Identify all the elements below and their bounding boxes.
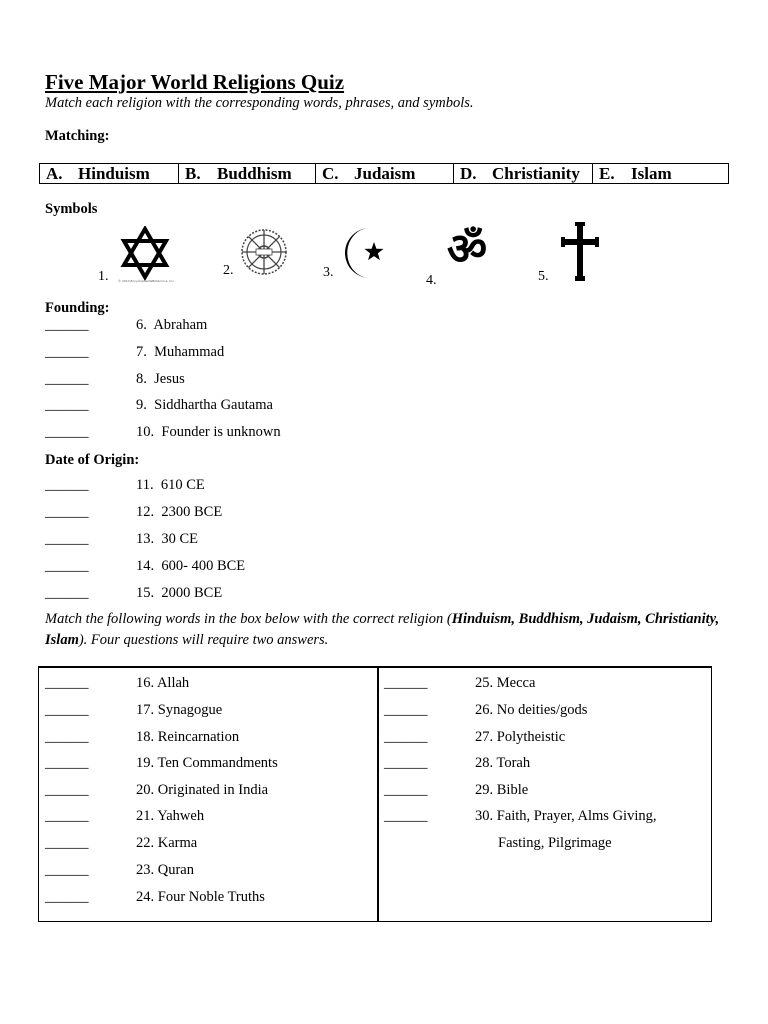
answer-blank[interactable]: ______ <box>45 729 89 745</box>
star-and-crescent-icon <box>340 224 388 282</box>
religion-name: Buddhism <box>217 164 292 183</box>
religion-key-cell <box>593 164 728 183</box>
question-text: 30 CE <box>161 531 199 547</box>
question-text: 600- 400 BCE <box>161 558 246 574</box>
question-item <box>136 424 281 441</box>
question-number: 21. <box>136 808 155 824</box>
question-number: 11. <box>136 477 154 493</box>
date-of-origin-label: Date of Origin: <box>45 452 140 468</box>
religion-key-cell <box>179 164 316 183</box>
question-number: 23. <box>136 862 155 878</box>
dharma-wheel-icon <box>238 226 290 278</box>
answer-blank[interactable]: ______ <box>45 504 89 520</box>
question-number: 15. <box>136 585 155 601</box>
word-match-instructions <box>45 609 725 651</box>
instructions-text: ). Four questions will require two answers. <box>78 632 329 648</box>
question-number: 25. <box>475 675 494 691</box>
question-item <box>136 675 189 692</box>
question-item <box>136 835 197 852</box>
religion-name: Christianity <box>492 164 580 183</box>
question-item <box>475 729 565 746</box>
page-title: Five Major World Religions Quiz <box>45 70 345 94</box>
question-item <box>475 755 530 772</box>
question-number: 13. <box>136 531 155 547</box>
question-number: 10. <box>136 424 155 440</box>
answer-blank[interactable]: ______ <box>45 397 89 413</box>
founding-label: Founding: <box>45 300 110 316</box>
question-number: 22. <box>136 835 155 851</box>
question-number: 27. <box>475 729 494 745</box>
question-item <box>475 702 587 719</box>
question-text: Quran <box>157 862 194 878</box>
answer-blank[interactable]: ______ <box>384 675 428 691</box>
question-text: Muhammad <box>154 344 225 360</box>
answer-blank[interactable]: ______ <box>45 477 89 493</box>
question-text: Mecca <box>496 675 536 691</box>
symbols-label: Symbols <box>45 201 98 217</box>
religion-key-cell <box>316 164 454 183</box>
instructions-text: Match the following words in the box below with the correct religion ( <box>45 611 452 627</box>
question-text: Siddhartha Gautama <box>154 397 273 413</box>
question-text: Faith, Prayer, Alms Giving, <box>496 808 657 824</box>
answer-blank[interactable]: ______ <box>45 835 89 851</box>
answer-blank[interactable]: ______ <box>45 755 89 771</box>
question-text: Jesus <box>154 371 185 387</box>
answer-blank[interactable]: ______ <box>384 782 428 798</box>
question-item <box>136 477 205 494</box>
question-number: 14. <box>136 558 155 574</box>
answer-blank[interactable]: ______ <box>45 675 89 691</box>
question-number: 7. <box>136 344 147 360</box>
question-number: 18. <box>136 729 155 745</box>
question-item <box>136 862 194 879</box>
question-item <box>136 558 245 575</box>
answer-blank[interactable]: ______ <box>45 889 89 905</box>
answer-blank[interactable]: ______ <box>45 585 89 601</box>
question-item <box>475 808 656 825</box>
question-item <box>136 755 278 772</box>
question-item <box>475 782 528 799</box>
question-number: 28. <box>475 755 494 771</box>
symbol-number: 4. <box>426 273 437 288</box>
question-text: Abraham <box>153 317 208 333</box>
question-text: Torah <box>496 755 531 771</box>
question-number: 26. <box>475 702 494 718</box>
religion-key-cell <box>454 164 593 183</box>
answer-blank[interactable]: ______ <box>384 702 428 718</box>
question-item <box>136 808 204 825</box>
question-number: 16. <box>136 675 155 691</box>
question-item <box>136 782 268 799</box>
question-text: Originated in India <box>157 782 269 798</box>
answer-blank[interactable]: ______ <box>384 808 428 824</box>
matching-label: Matching: <box>45 128 110 144</box>
question-number: 20. <box>136 782 155 798</box>
answer-blank[interactable]: ______ <box>45 558 89 574</box>
page-subtitle: Match each religion with the corresponding words, phrases, and symbols. <box>45 95 474 111</box>
religion-key-table <box>39 163 729 184</box>
answer-blank[interactable]: ______ <box>384 755 428 771</box>
question-text: No deities/gods <box>496 702 588 718</box>
question-text-continuation: Fasting, Pilgrimage <box>498 835 612 851</box>
symbol-number: 3. <box>323 265 334 280</box>
answer-blank[interactable]: ______ <box>45 782 89 798</box>
symbol-number: 2. <box>223 263 234 278</box>
question-item <box>475 675 535 692</box>
question-text: Synagogue <box>157 702 223 718</box>
religion-letter: B. <box>185 164 201 183</box>
religion-name: Judaism <box>354 164 416 183</box>
answer-blank[interactable]: ______ <box>45 371 89 387</box>
answer-blank[interactable]: ______ <box>45 317 89 333</box>
question-number: 30. <box>475 808 494 824</box>
question-text: 610 CE <box>160 477 205 493</box>
question-text: Ten Commandments <box>157 755 278 771</box>
question-item <box>136 397 273 414</box>
religion-key-cell <box>40 164 179 183</box>
question-item <box>136 585 222 602</box>
religion-name: Hinduism <box>78 164 150 183</box>
question-text: Allah <box>156 675 190 691</box>
question-item <box>136 317 207 334</box>
religion-letter: D. <box>460 164 477 183</box>
religion-letter: C. <box>322 164 339 183</box>
answer-blank[interactable]: ______ <box>45 808 89 824</box>
question-number: 24. <box>136 889 155 905</box>
om-icon: ॐ <box>447 224 488 275</box>
answer-blank[interactable]: ______ <box>384 729 428 745</box>
question-number: 6. <box>136 317 147 333</box>
answer-blank[interactable]: ______ <box>45 862 89 878</box>
question-number: 8. <box>136 371 147 387</box>
question-text: Reincarnation <box>157 729 240 745</box>
symbol-number: 1. <box>98 269 109 284</box>
question-text: Yahweh <box>157 808 205 824</box>
word-box-divider <box>377 666 379 922</box>
question-item <box>136 889 265 906</box>
question-text: 2300 BCE <box>161 504 223 520</box>
question-number: 29. <box>475 782 494 798</box>
star-of-david-icon <box>118 226 172 282</box>
question-number: 9. <box>136 397 147 413</box>
question-number: 12. <box>136 504 155 520</box>
question-item <box>136 504 222 521</box>
symbol-number: 5. <box>538 269 549 284</box>
religion-letter: E. <box>599 164 615 183</box>
religion-name: Islam <box>631 164 672 183</box>
instructions-religions: Hinduism, Buddhism, Judaism, Christianity, Islam <box>45 611 720 648</box>
question-text: Polytheistic <box>496 729 566 745</box>
question-item <box>136 344 224 361</box>
cross-icon <box>561 222 599 282</box>
question-number: 19. <box>136 755 155 771</box>
question-item <box>136 729 239 746</box>
word-box-top-border <box>38 666 712 668</box>
question-item <box>136 531 198 548</box>
question-text: Four Noble Truths <box>157 889 265 905</box>
symbol-caption: © 2010 EncyclopaediaBritannica, Inc. <box>118 279 175 283</box>
religion-letter: A. <box>46 164 63 183</box>
answer-blank[interactable]: ______ <box>45 531 89 547</box>
question-item <box>136 371 185 388</box>
answer-blank[interactable]: ______ <box>45 702 89 718</box>
answer-blank[interactable]: ______ <box>45 424 89 440</box>
question-text: Bible <box>496 782 529 798</box>
question-text: 2000 BCE <box>161 585 223 601</box>
question-text: Founder is unknown <box>161 424 281 440</box>
question-item <box>136 702 222 719</box>
answer-blank[interactable]: ______ <box>45 344 89 360</box>
question-text: Karma <box>157 835 198 851</box>
question-number: 17. <box>136 702 155 718</box>
